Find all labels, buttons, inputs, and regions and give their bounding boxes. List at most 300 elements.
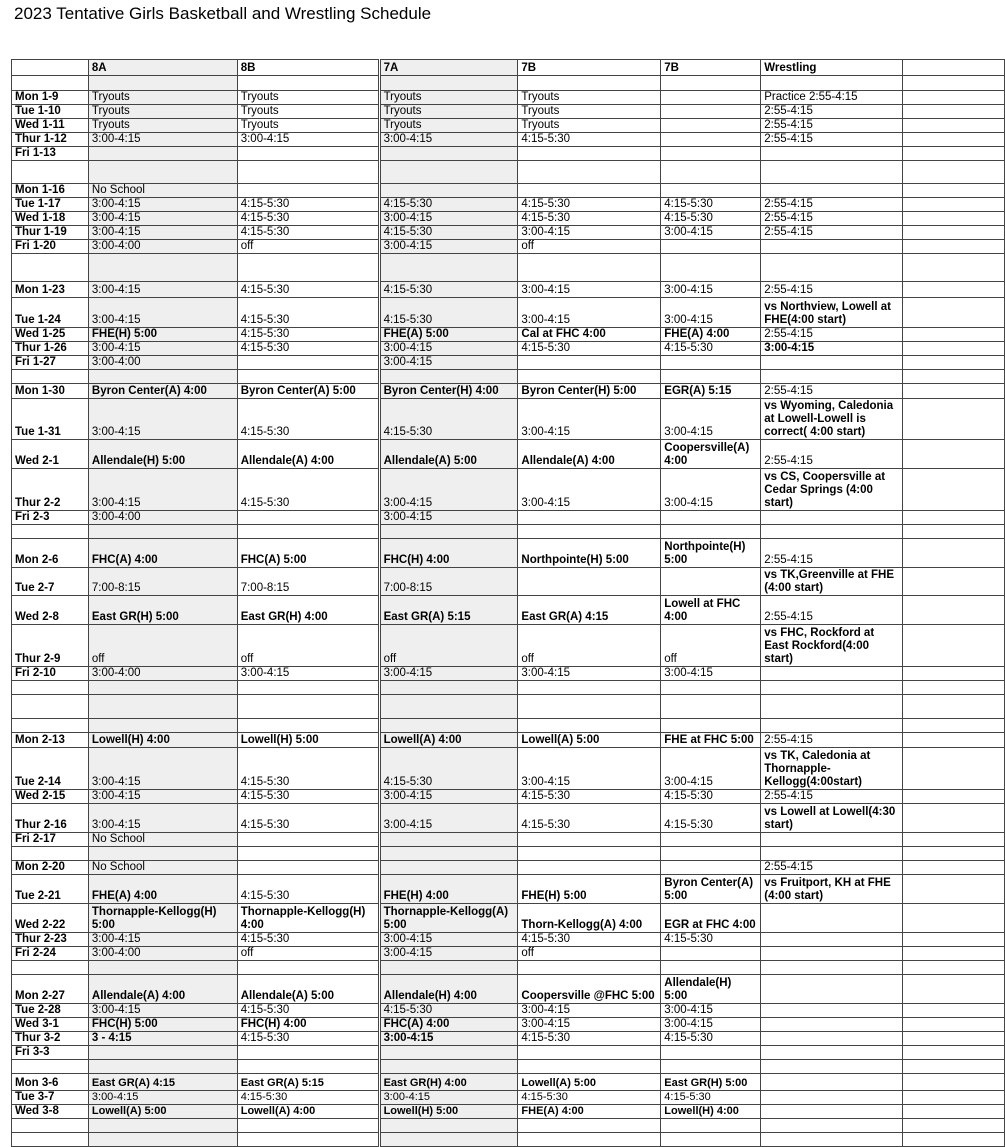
cell-extra [903,667,1005,681]
cell-8a [88,1060,237,1074]
cell-wrestling: 2:55-4:15 [761,212,903,226]
cell-wrestling [761,1091,903,1105]
table-row [12,1091,1005,1105]
cell-extra [903,212,1005,226]
cell-8a: 3:00-4:00 [88,947,237,961]
table-row [12,667,1005,681]
cell-wrestling: vs Lowell at Lowell(4:30 start) [761,804,903,833]
cell-extra [903,681,1005,695]
cell-8b [237,833,379,847]
cell-extra [903,440,1005,469]
cell-7b-second [661,370,761,384]
cell-7b: 3:00-4:15 [518,399,661,440]
cell-8a: 3:00-4:15 [88,133,237,147]
row-date-cell: Fri 2-17 [12,833,89,847]
cell-extra [903,975,1005,1004]
table-row [12,681,1005,695]
cell-7b: Lowell(A) 5:00 [518,733,661,748]
cell-7b [518,847,661,861]
cell-8b: 4:15-5:30 [237,342,379,356]
cell-7b-second [661,147,761,161]
table-row [12,748,1005,790]
cell-8b: 4:15-5:30 [237,399,379,440]
cell-extra [903,105,1005,119]
cell-8a: Tryouts [88,119,237,133]
cell-8a [88,719,237,733]
cell-7b: FHE(H) 5:00 [518,875,661,904]
cell-8a: Lowell(H) 4:00 [88,733,237,748]
row-date-cell: Fri 2-3 [12,511,89,525]
row-date-cell: Mon 3-6 [12,1074,89,1091]
cell-7a [379,147,518,161]
cell-7a: 3:00-4:15 [379,240,518,254]
cell-7a: Lowell(A) 4:00 [379,733,518,748]
cell-8b [237,147,379,161]
cell-extra [903,596,1005,625]
row-date-cell: Mon 2-27 [12,975,89,1004]
cell-8a: 3:00-4:00 [88,511,237,525]
cell-wrestling [761,1060,903,1074]
table-row [12,105,1005,119]
cell-7a: 3:00-4:15 [379,790,518,804]
row-date-cell: Wed 1-18 [12,212,89,226]
cell-8b: Lowell(H) 5:00 [237,733,379,748]
cell-7a: East GR(A) 5:15 [379,596,518,625]
row-date-cell: Mon 1-30 [12,384,89,399]
table-row [12,240,1005,254]
cell-extra [903,1060,1005,1074]
cell-8b: Thornapple-Kellogg(H) 4:00 [237,904,379,933]
table-row [12,282,1005,298]
table-row [12,399,1005,440]
row-date-cell: Thur 2-23 [12,933,89,947]
cell-7b [518,356,661,370]
cell-8a [88,681,237,695]
cell-7b-second [661,1046,761,1060]
cell-8b [237,861,379,875]
cell-extra [903,933,1005,947]
table-row [12,76,1005,91]
row-date-cell: Wed 2-22 [12,904,89,933]
cell-7a: Tryouts [379,105,518,119]
cell-7b-second [661,719,761,733]
cell-8b: 4:15-5:30 [237,1091,379,1105]
table-row [12,625,1005,667]
cell-8a: FHE(A) 4:00 [88,875,237,904]
row-date-cell: Mon 1-16 [12,184,89,198]
cell-7b-second: 4:15-5:30 [661,933,761,947]
cell-7b-second [661,525,761,539]
cell-7b-second: 3:00-4:15 [661,1004,761,1018]
cell-7a: 3:00-4:15 [379,947,518,961]
cell-extra [903,733,1005,748]
cell-7b: 3:00-4:15 [518,1004,661,1018]
cell-8b: Byron Center(A) 5:00 [237,384,379,399]
cell-7b-second [661,961,761,975]
table-row [12,719,1005,733]
cell-7b: Allendale(A) 4:00 [518,440,661,469]
cell-extra [903,875,1005,904]
cell-7b-second: 3:00-4:15 [661,226,761,240]
cell-wrestling [761,667,903,681]
cell-7b [518,833,661,847]
row-date-cell [12,681,89,695]
cell-7b-second: Lowell(H) 4:00 [661,1105,761,1119]
cell-8b [237,961,379,975]
cell-extra [903,356,1005,370]
cell-wrestling [761,719,903,733]
schedule-table [11,59,1005,1147]
cell-7a: 3:00-4:15 [379,356,518,370]
cell-7a: 4:15-5:30 [379,298,518,328]
cell-7b [518,695,661,719]
cell-wrestling [761,1004,903,1018]
cell-extra [903,719,1005,733]
cell-7b-second: off [661,625,761,667]
cell-extra [903,695,1005,719]
cell-extra [903,240,1005,254]
cell-7b: Tryouts [518,105,661,119]
cell-wrestling: 2:55-4:15 [761,198,903,212]
cell-7b-second: Byron Center(A) 5:00 [661,875,761,904]
cell-7a [379,254,518,282]
cell-7a: 7:00-8:15 [379,568,518,596]
cell-extra [903,833,1005,847]
row-date-cell: Mon 1-23 [12,282,89,298]
cell-wrestling: 2:55-4:15 [761,539,903,568]
cell-7b: Cal at FHC 4:00 [518,328,661,342]
column-header-7b-second: 7B [661,60,761,76]
cell-extra [903,861,1005,875]
cell-7a: 3:00-4:15 [379,133,518,147]
cell-7b-second: EGR(A) 5:15 [661,384,761,399]
row-date-cell: Wed 1-25 [12,328,89,342]
row-date-cell: Fri 1-27 [12,356,89,370]
cell-8b [237,76,379,91]
cell-7b: East GR(A) 4:15 [518,596,661,625]
cell-8b: Tryouts [237,119,379,133]
cell-7b [518,76,661,91]
cell-8b [237,1060,379,1074]
table-row [12,254,1005,282]
cell-8b: Tryouts [237,91,379,105]
cell-wrestling: vs Fruitport, KH at FHE (4:00 start) [761,875,903,904]
cell-8a: 3:00-4:15 [88,212,237,226]
cell-wrestling [761,961,903,975]
cell-7b: 4:15-5:30 [518,1091,661,1105]
table-row [12,328,1005,342]
cell-extra [903,147,1005,161]
cell-8b: 4:15-5:30 [237,748,379,790]
row-date-cell: Fri 1-13 [12,147,89,161]
cell-extra [903,1032,1005,1046]
cell-7a: 3:00-4:15 [379,1091,518,1105]
table-row [12,875,1005,904]
cell-8b: 4:15-5:30 [237,875,379,904]
cell-7b-second [661,1119,761,1133]
table-row [12,356,1005,370]
cell-7b: 4:15-5:30 [518,342,661,356]
table-row [12,91,1005,105]
row-date-cell: Fri 1-20 [12,240,89,254]
cell-8a: 3:00-4:15 [88,298,237,328]
cell-8b: off [237,947,379,961]
cell-7a: off [379,625,518,667]
cell-wrestling [761,975,903,1004]
cell-8b [237,254,379,282]
cell-wrestling [761,184,903,198]
cell-wrestling [761,525,903,539]
cell-7b-second: Lowell at FHC 4:00 [661,596,761,625]
table-row [12,119,1005,133]
cell-8a: 3:00-4:00 [88,240,237,254]
cell-7b: 4:15-5:30 [518,198,661,212]
cell-7b [518,861,661,875]
cell-8b [237,525,379,539]
row-date-cell: Wed 3-8 [12,1105,89,1119]
cell-extra [903,226,1005,240]
cell-8b: 4:15-5:30 [237,282,379,298]
cell-7b: Byron Center(H) 5:00 [518,384,661,399]
cell-7b-second [661,254,761,282]
row-date-cell: Thur 2-9 [12,625,89,667]
cell-7b: Tryouts [518,119,661,133]
cell-8b: East GR(H) 4:00 [237,596,379,625]
table-row [12,804,1005,833]
cell-8a [88,147,237,161]
cell-8b: 4:15-5:30 [237,1032,379,1046]
cell-8a: East GR(H) 5:00 [88,596,237,625]
cell-8a: 3:00-4:15 [88,790,237,804]
cell-extra [903,370,1005,384]
cell-7b-second: 4:15-5:30 [661,804,761,833]
cell-7b [518,254,661,282]
cell-7b: 3:00-4:15 [518,748,661,790]
cell-extra [903,254,1005,282]
row-date-cell [12,695,89,719]
cell-8a [88,961,237,975]
cell-8b: Lowell(A) 4:00 [237,1105,379,1119]
cell-8b: Allendale(A) 5:00 [237,975,379,1004]
cell-7b-second [661,833,761,847]
cell-7a [379,76,518,91]
cell-extra [903,161,1005,184]
row-date-cell: Fri 2-24 [12,947,89,961]
cell-7b [518,161,661,184]
row-date-cell: Thur 1-12 [12,133,89,147]
table-row [12,1018,1005,1032]
cell-8a: 3:00-4:00 [88,356,237,370]
cell-extra [903,328,1005,342]
cell-7b: 4:15-5:30 [518,133,661,147]
cell-7b-second: 4:15-5:30 [661,1032,761,1046]
cell-7a: 4:15-5:30 [379,282,518,298]
cell-wrestling: vs Northview, Lowell at FHE(4:00 start) [761,298,903,328]
cell-7b: off [518,625,661,667]
table-row [12,833,1005,847]
cell-wrestling: vs TK, Caledonia at Thornapple-Kellogg(4:00start) [761,748,903,790]
cell-extra [903,847,1005,861]
row-date-cell [12,76,89,91]
table-row [12,1032,1005,1046]
cell-wrestling: Practice 2:55-4:15 [761,91,903,105]
cell-7b: FHE(A) 4:00 [518,1105,661,1119]
table-row [12,212,1005,226]
cell-7b: 3:00-4:15 [518,298,661,328]
table-row [12,790,1005,804]
table-row [12,384,1005,399]
cell-7b [518,568,661,596]
cell-wrestling [761,904,903,933]
cell-7b-second: 3:00-4:15 [661,298,761,328]
cell-wrestling [761,1018,903,1032]
row-date-cell: Mon 2-20 [12,861,89,875]
cell-8a: 3 - 4:15 [88,1032,237,1046]
cell-8b: FHC(A) 5:00 [237,539,379,568]
row-date-cell: Tue 2-14 [12,748,89,790]
cell-8a: FHC(H) 5:00 [88,1018,237,1032]
row-date-cell: Mon 2-6 [12,539,89,568]
cell-7a: Lowell(H) 5:00 [379,1105,518,1119]
table-row [12,161,1005,184]
table-row [12,1004,1005,1018]
cell-8a: off [88,625,237,667]
cell-7b: 3:00-4:15 [518,226,661,240]
cell-8a: East GR(A) 4:15 [88,1074,237,1091]
row-date-cell: Tue 2-21 [12,875,89,904]
cell-7b [518,1060,661,1074]
cell-extra [903,184,1005,198]
cell-extra [903,119,1005,133]
cell-7a: Allendale(H) 4:00 [379,975,518,1004]
cell-7b: 4:15-5:30 [518,790,661,804]
cell-8a: 3:00-4:15 [88,748,237,790]
table-row [12,1105,1005,1119]
cell-7a: 3:00-4:15 [379,667,518,681]
row-date-cell: Tue 1-31 [12,399,89,440]
cell-extra [903,1091,1005,1105]
row-date-cell: Tue 3-7 [12,1091,89,1105]
cell-extra [903,904,1005,933]
cell-7b-second [661,847,761,861]
cell-wrestling: vs TK,Greenville at FHE (4:00 start) [761,568,903,596]
cell-wrestling [761,681,903,695]
cell-7a: 4:15-5:30 [379,399,518,440]
cell-8b [237,511,379,525]
cell-extra [903,804,1005,833]
row-date-cell: Tue 1-24 [12,298,89,328]
cell-7b [518,1119,661,1133]
cell-7b-second: 3:00-4:15 [661,469,761,511]
cell-8b [237,719,379,733]
cell-8a: 3:00-4:15 [88,342,237,356]
cell-8b: 4:15-5:30 [237,198,379,212]
cell-wrestling [761,1074,903,1091]
table-row [12,1119,1005,1133]
cell-8a: Lowell(A) 5:00 [88,1105,237,1119]
cell-8b [237,695,379,719]
cell-8a: No School [88,184,237,198]
row-date-cell: Thur 2-16 [12,804,89,833]
cell-7a: Thornapple-Kellogg(A) 5:00 [379,904,518,933]
row-date-cell [12,1060,89,1074]
cell-7a: Tryouts [379,119,518,133]
cell-extra [903,198,1005,212]
table-row [12,511,1005,525]
row-date-cell [12,1119,89,1133]
cell-8a: No School [88,833,237,847]
cell-wrestling [761,76,903,91]
cell-8a: 3:00-4:15 [88,282,237,298]
cell-7b-second [661,1060,761,1074]
cell-7a: 4:15-5:30 [379,1004,518,1018]
cell-extra [903,1046,1005,1060]
cell-7b-second: 3:00-4:15 [661,748,761,790]
row-date-cell: Thur 2-2 [12,469,89,511]
cell-7b-second [661,161,761,184]
cell-extra [903,539,1005,568]
cell-extra [903,399,1005,440]
cell-8a: FHE(H) 5:00 [88,328,237,342]
cell-8b: 4:15-5:30 [237,212,379,226]
cell-8b: 4:15-5:30 [237,328,379,342]
cell-7b-second: 4:15-5:30 [661,198,761,212]
cell-7a [379,370,518,384]
cell-extra [903,961,1005,975]
cell-7b: Thorn-Kellogg(A) 4:00 [518,904,661,933]
cell-7a [379,961,518,975]
cell-8b: 4:15-5:30 [237,469,379,511]
cell-7b [518,511,661,525]
cell-7a [379,184,518,198]
table-row [12,947,1005,961]
cell-7a [379,1060,518,1074]
cell-8a: Byron Center(A) 4:00 [88,384,237,399]
table-row [12,933,1005,947]
cell-extra [903,342,1005,356]
cell-7b [518,681,661,695]
cell-wrestling [761,511,903,525]
cell-extra [903,1074,1005,1091]
cell-7b-second [661,681,761,695]
row-date-cell: Tue 1-10 [12,105,89,119]
cell-8a: FHC(A) 4:00 [88,539,237,568]
cell-wrestling: 2:55-4:15 [761,790,903,804]
cell-8a [88,1046,237,1060]
cell-7a: 3:00-4:15 [379,933,518,947]
row-date-cell [12,370,89,384]
column-header-date [12,60,89,76]
cell-8a: 3:00-4:00 [88,667,237,681]
cell-wrestling: vs FHC, Rockford at East Rockford(4:00 start) [761,625,903,667]
table-row [12,198,1005,212]
row-date-cell [12,525,89,539]
cell-7a [379,847,518,861]
row-date-cell: Fri 3-3 [12,1046,89,1060]
cell-7a [379,1046,518,1060]
cell-7a: 3:00-4:15 [379,804,518,833]
cell-7b-second: EGR at FHC 4:00 [661,904,761,933]
cell-8a [88,525,237,539]
table-row [12,1060,1005,1074]
header-row [12,60,1005,76]
cell-7b: 3:00-4:15 [518,667,661,681]
column-header-7a: 7A [379,60,518,76]
cell-wrestling [761,240,903,254]
table-row [12,861,1005,875]
cell-wrestling: 3:00-4:15 [761,342,903,356]
cell-7b [518,719,661,733]
